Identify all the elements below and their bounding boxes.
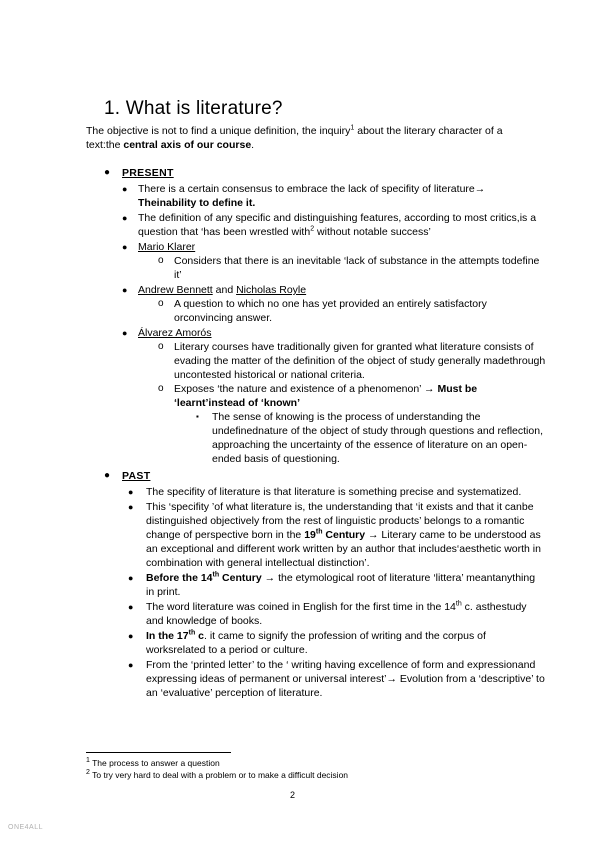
item-text: A question to which no one has yet provided an entirely satisfactory orconvincing answer. — [174, 298, 487, 324]
superscript: th — [188, 629, 196, 637]
author-klarer: Mario Klarer — [138, 241, 196, 253]
sub-list-item — [138, 340, 546, 382]
outline — [86, 164, 546, 701]
item-text: There is a certain consensus to embrace the lack of specifity of literature — [138, 183, 475, 195]
item-bold: 19 — [304, 529, 316, 541]
superscript: th — [315, 528, 323, 536]
intro-text-2: about the literary character of a text:the — [86, 125, 503, 151]
list-item — [122, 658, 546, 700]
footnote-ref-1[interactable]: 1 — [350, 124, 355, 132]
item-text: Exposes ‘the nature and existence of a phenomenon’ — [174, 383, 425, 395]
circle-bullet-icon: o — [158, 383, 164, 394]
intro-text-1: The objective is not to find a unique definition, the inquiry — [86, 125, 351, 137]
bullet-icon: ● — [128, 573, 134, 583]
bullet-icon: ● — [128, 660, 134, 670]
section-present — [86, 166, 546, 466]
item-text: The specifity of literature is that literature is something precise and systematized. — [146, 486, 522, 498]
list-item — [122, 211, 546, 239]
item-text: This ‘specifity ’of what literature is, the understanding that ‘it exists and that it canbe distinguished objectively from the rest of linguistic products’ belongs to a romantic change of perspective born in the — [146, 501, 534, 541]
bullet-icon: ● — [104, 167, 111, 178]
list-item — [122, 571, 546, 599]
item-text: Evolution from a ‘descriptive’ to an ‘evaluative’ perception of literature. — [146, 673, 545, 699]
arrow-icon: → — [424, 383, 435, 395]
author-amoros: Álvarez Amorós — [138, 327, 212, 339]
circle-bullet-icon: o — [158, 298, 164, 309]
list-item — [122, 600, 546, 628]
list-item — [122, 629, 546, 657]
intro-bold: central axis of our course — [123, 139, 252, 151]
intro-end: . — [251, 139, 255, 151]
footnote-1 — [86, 757, 506, 769]
bullet-icon: ● — [122, 184, 128, 194]
item-text: The definition of any specific and distinguishing features, according to most critics,is a question that ‘has been wrestled with — [138, 212, 537, 238]
bullet-icon: ● — [128, 631, 134, 641]
footnote-number: 1 — [86, 757, 90, 765]
footnote-ref-2[interactable]: 2 — [310, 225, 315, 233]
item-text: . it came to signify the profession of writing and the corpus of worksrelated to a period or culture. — [146, 630, 486, 656]
circle-bullet-icon: o — [158, 255, 164, 266]
bullet-icon: ● — [122, 285, 128, 295]
item-text: Considers that there is an inevitable ‘lack of substance in the attempts todefine it’ — [174, 255, 540, 281]
item-bold: Century — [219, 572, 262, 584]
arrow-icon: → — [365, 529, 379, 541]
sub-sub-list-item — [174, 410, 546, 466]
bullet-icon: ● — [122, 242, 128, 252]
author-royle: Nicholas Royle — [236, 284, 307, 296]
footnote-divider — [86, 752, 231, 753]
item-bold: Must be ‘learnt’instead of ‘known’ — [174, 383, 478, 409]
section-past — [86, 469, 546, 700]
item-bold: Century — [322, 529, 366, 541]
and-text: and — [212, 284, 237, 296]
footnote-number: 2 — [86, 769, 90, 777]
square-bullet-icon: ▪ — [196, 412, 199, 421]
sub-list-item — [138, 254, 546, 282]
superscript: th — [212, 571, 220, 579]
list-item — [122, 485, 546, 499]
item-bold: Before the 14 — [146, 572, 213, 584]
footnote-text: The process to answer a question — [89, 758, 220, 768]
intro-paragraph — [86, 124, 526, 152]
bullet-icon: ● — [128, 502, 134, 512]
item-text: c. asthestudy and knowledge of books. — [146, 601, 527, 627]
item-bold: c — [195, 630, 204, 642]
past-heading: PAST — [122, 470, 151, 482]
page-title: 1. What is literature? — [104, 98, 283, 119]
list-item-klarer — [122, 240, 546, 282]
list-item — [122, 182, 546, 210]
bullet-icon: ● — [128, 602, 134, 612]
sub-list-item — [138, 382, 546, 466]
item-text: Literary came to be understood as an exceptional and different work written by an author that includes‘aesthetic worth in combination with general intellectual distinction’. — [146, 529, 541, 569]
item-text: without notable success’ — [314, 226, 431, 238]
circle-bullet-icon: o — [158, 341, 164, 352]
present-heading: PRESENT — [122, 167, 174, 179]
watermark: ONE4ALL — [8, 824, 44, 831]
footnote-2 — [86, 769, 506, 781]
list-item — [122, 500, 546, 570]
arrow-icon: → — [386, 673, 397, 685]
footnote-text: To try very hard to deal with a problem or to make a difficult decision — [89, 770, 349, 780]
list-item-amoros — [122, 326, 546, 466]
bullet-icon: ● — [128, 487, 134, 497]
item-text: The sense of knowing is the process of understanding the undefinednature of the object of study through questions and reflection, approaching the uncertainty of the essence of literature on an open-ended basis of questioning. — [212, 411, 543, 465]
page-number: 2 — [290, 790, 296, 800]
footnotes — [86, 757, 506, 781]
item-bold: Theinability to define it. — [138, 197, 256, 209]
bullet-icon: ● — [104, 470, 111, 481]
arrow-icon: → — [474, 183, 486, 195]
item-text: Literary courses have traditionally given for granted what literature consists of evading the matter of the definition of the object of study generally madethrough uncontested historical or national criteria. — [174, 341, 546, 381]
bullet-icon: ● — [122, 328, 128, 338]
item-text: the etymological root of literature ‘littera’ meantanything in print. — [146, 572, 536, 598]
arrow-icon: → — [261, 572, 276, 584]
author-bennett: Andrew Bennett — [138, 284, 213, 296]
superscript: th — [455, 600, 462, 608]
sub-list-item — [138, 297, 546, 325]
item-text: From the ‘printed letter’ to the ‘ writing having excellence of form and expressionand expressing ideas of permanent or universal interest’ — [146, 659, 536, 685]
bullet-icon: ● — [122, 213, 128, 223]
list-item-bennett-royle — [122, 283, 546, 325]
item-bold: In the 17 — [146, 630, 189, 642]
item-text: The word literature was coined in English for the first time in the 14 — [146, 601, 456, 613]
